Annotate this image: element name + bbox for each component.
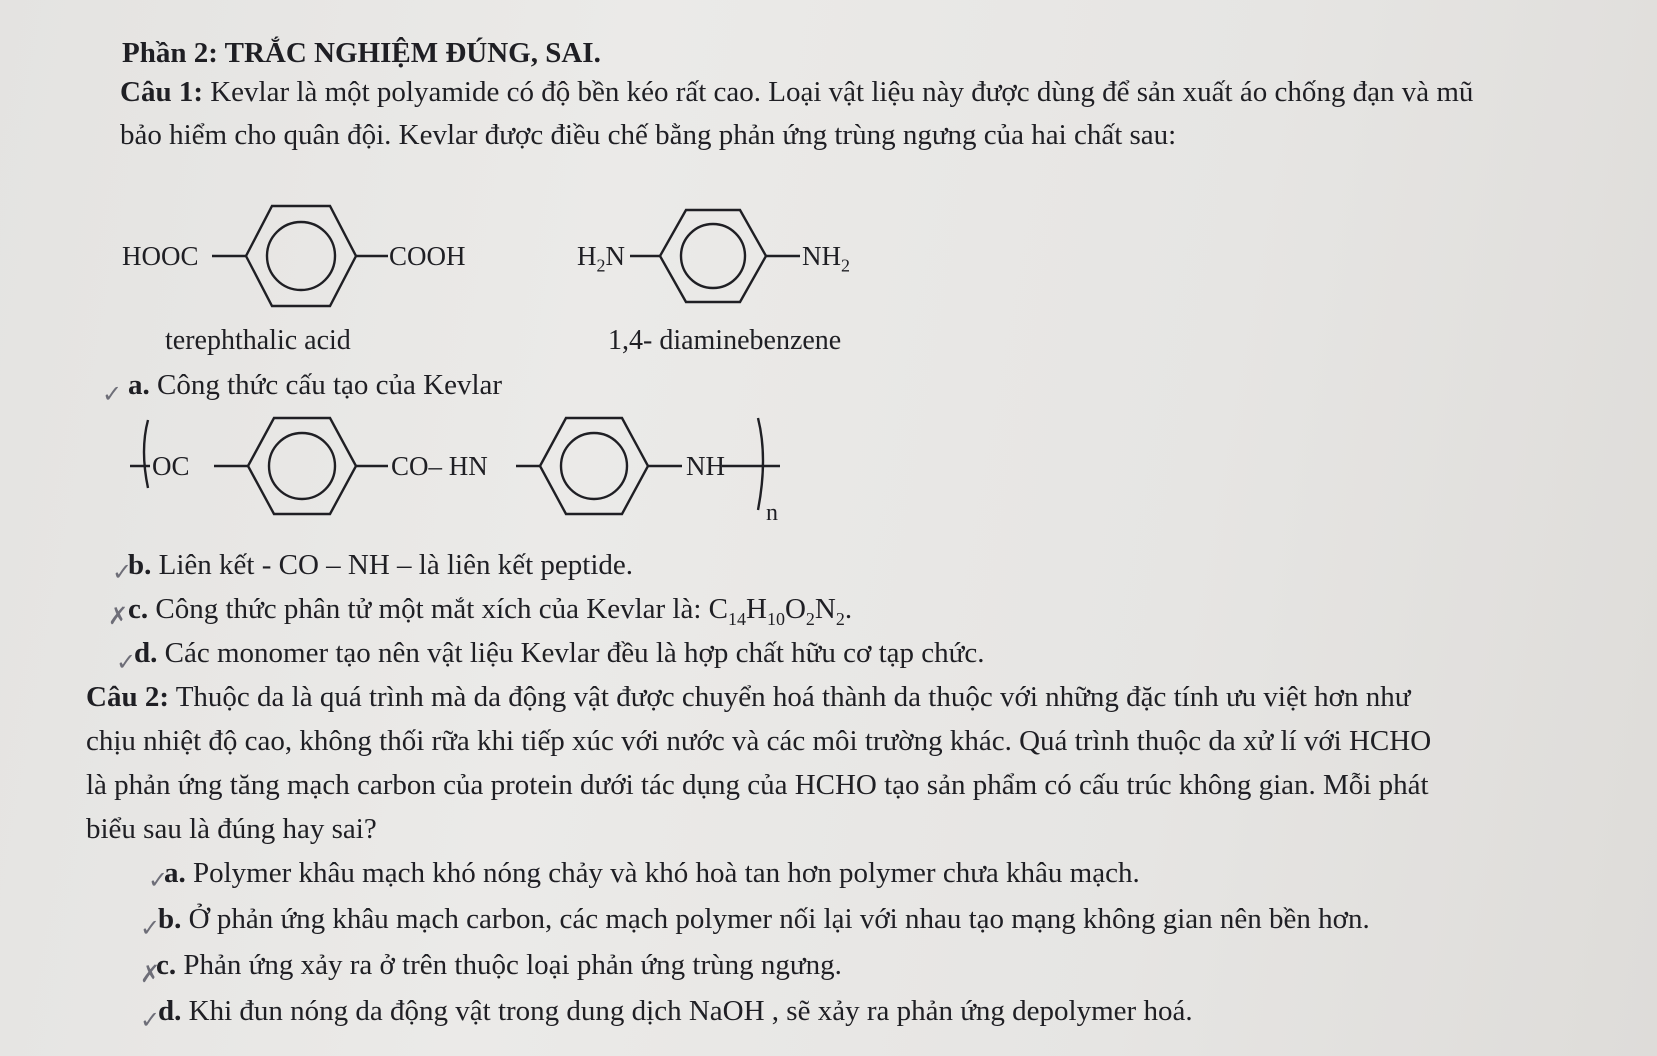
cross-mark-q2c: ✗ [140, 960, 161, 988]
terephthalic-acid-name: terephthalic acid [165, 325, 351, 356]
check-mark-q1d: ✓ [116, 648, 137, 676]
cross-mark-q1c: ✗ [108, 602, 129, 630]
q1-statement-d: d. Các monomer tạo nên vật liệu Kevlar đều là hợp chất hữu cơ tạp chức. [134, 637, 985, 669]
polymer-bracket-left [144, 420, 148, 488]
cooh-label: COOH [389, 241, 466, 271]
polymer-repeat-n: n [766, 500, 778, 526]
h2n-label: $H_2N$ [577, 241, 625, 276]
part-title: Phần 2: TRẮC NGHIỆM ĐÚNG, SAI. [122, 37, 601, 69]
check-mark-q2d: ✓ [140, 1006, 161, 1034]
q2-statement-a: a. Polymer khâu mạch khó nóng chảy và khó hoà tan hơn polymer chưa khâu mạch. [164, 857, 1140, 889]
q2-line2: chịu nhiệt độ cao, không thối rữa khi tiếp xúc với nước và các môi trường khác. Quá trình thuộc da xử lí với HCHO [86, 725, 1432, 757]
q2-statement-d: d. Khi đun nóng da động vật trong dung dịch NaOH , sẽ xảy ra phản ứng depolymer hoá. [158, 995, 1193, 1027]
q2-line3: là phản ứng tăng mạch carbon của protein dưới tác dụng của HCHO tạo sản phẩm có cấu trúc không gian. Mỗi phát [86, 769, 1429, 801]
q1-statement-a: a. Công thức cấu tạo của Kevlar [128, 369, 503, 401]
hooc-label: HOOC [122, 241, 199, 271]
q1-statement-b: b. Liên kết - CO – NH – là liên kết peptide. [128, 549, 633, 581]
check-mark-q2a: ✓ [148, 866, 169, 894]
check-mark-q1b: ✓ [112, 558, 133, 586]
check-mark-q1a: ✓ [102, 380, 123, 408]
diaminebenzene-name: 1,4- diaminebenzene [608, 325, 842, 356]
aromatic-circle-terephthalic [267, 222, 335, 290]
polymer-oc-label: OC [152, 451, 190, 481]
aromatic-circle-polymer-2 [561, 433, 627, 499]
polymer-co-hn-label: CO– HN [391, 451, 488, 481]
check-mark-q2b: ✓ [140, 914, 161, 942]
q1-statement-c: c. Công thức phân tử một mắt xích của Kevlar là: $C_{14}H_{10}O_2N_2$. [128, 593, 853, 629]
q1-label: Câu 1: [120, 76, 203, 108]
aromatic-circle-polymer-1 [269, 433, 335, 499]
q2-statement-b: b. Ở phản ứng khâu mạch carbon, các mạch polymer nối lại với nhau tạo mạng không gian nên bền hơn. [158, 903, 1370, 935]
q2-line1: Câu 2: Thuộc da là quá trình mà da động vật được chuyển hoá thành da thuộc với những đặc tính ưu việt hơn như [86, 681, 1411, 713]
q1-intro-text: Kevlar là một polyamide có độ bền kéo rất cao. Loại vật liệu này được dùng để sản xuất áo chống đạn và mũ [202, 76, 1474, 108]
aromatic-circle-diamine [681, 224, 745, 288]
q2-line4: biểu sau là đúng hay sai? [86, 813, 377, 845]
polymer-bracket-right [758, 418, 763, 510]
q2-label: Câu 2: [86, 681, 169, 713]
polymer-nh-label: NH [686, 451, 725, 481]
nh2-label: $NH_2$ [802, 241, 850, 276]
q1-intro-line2: bảo hiểm cho quân đội. Kevlar được điều chế bằng phản ứng trùng ngưng của hai chất sau: [120, 119, 1177, 151]
q2-statement-c: c. Phản ứng xảy ra ở trên thuộc loại phản ứng trùng ngưng. [156, 949, 842, 981]
